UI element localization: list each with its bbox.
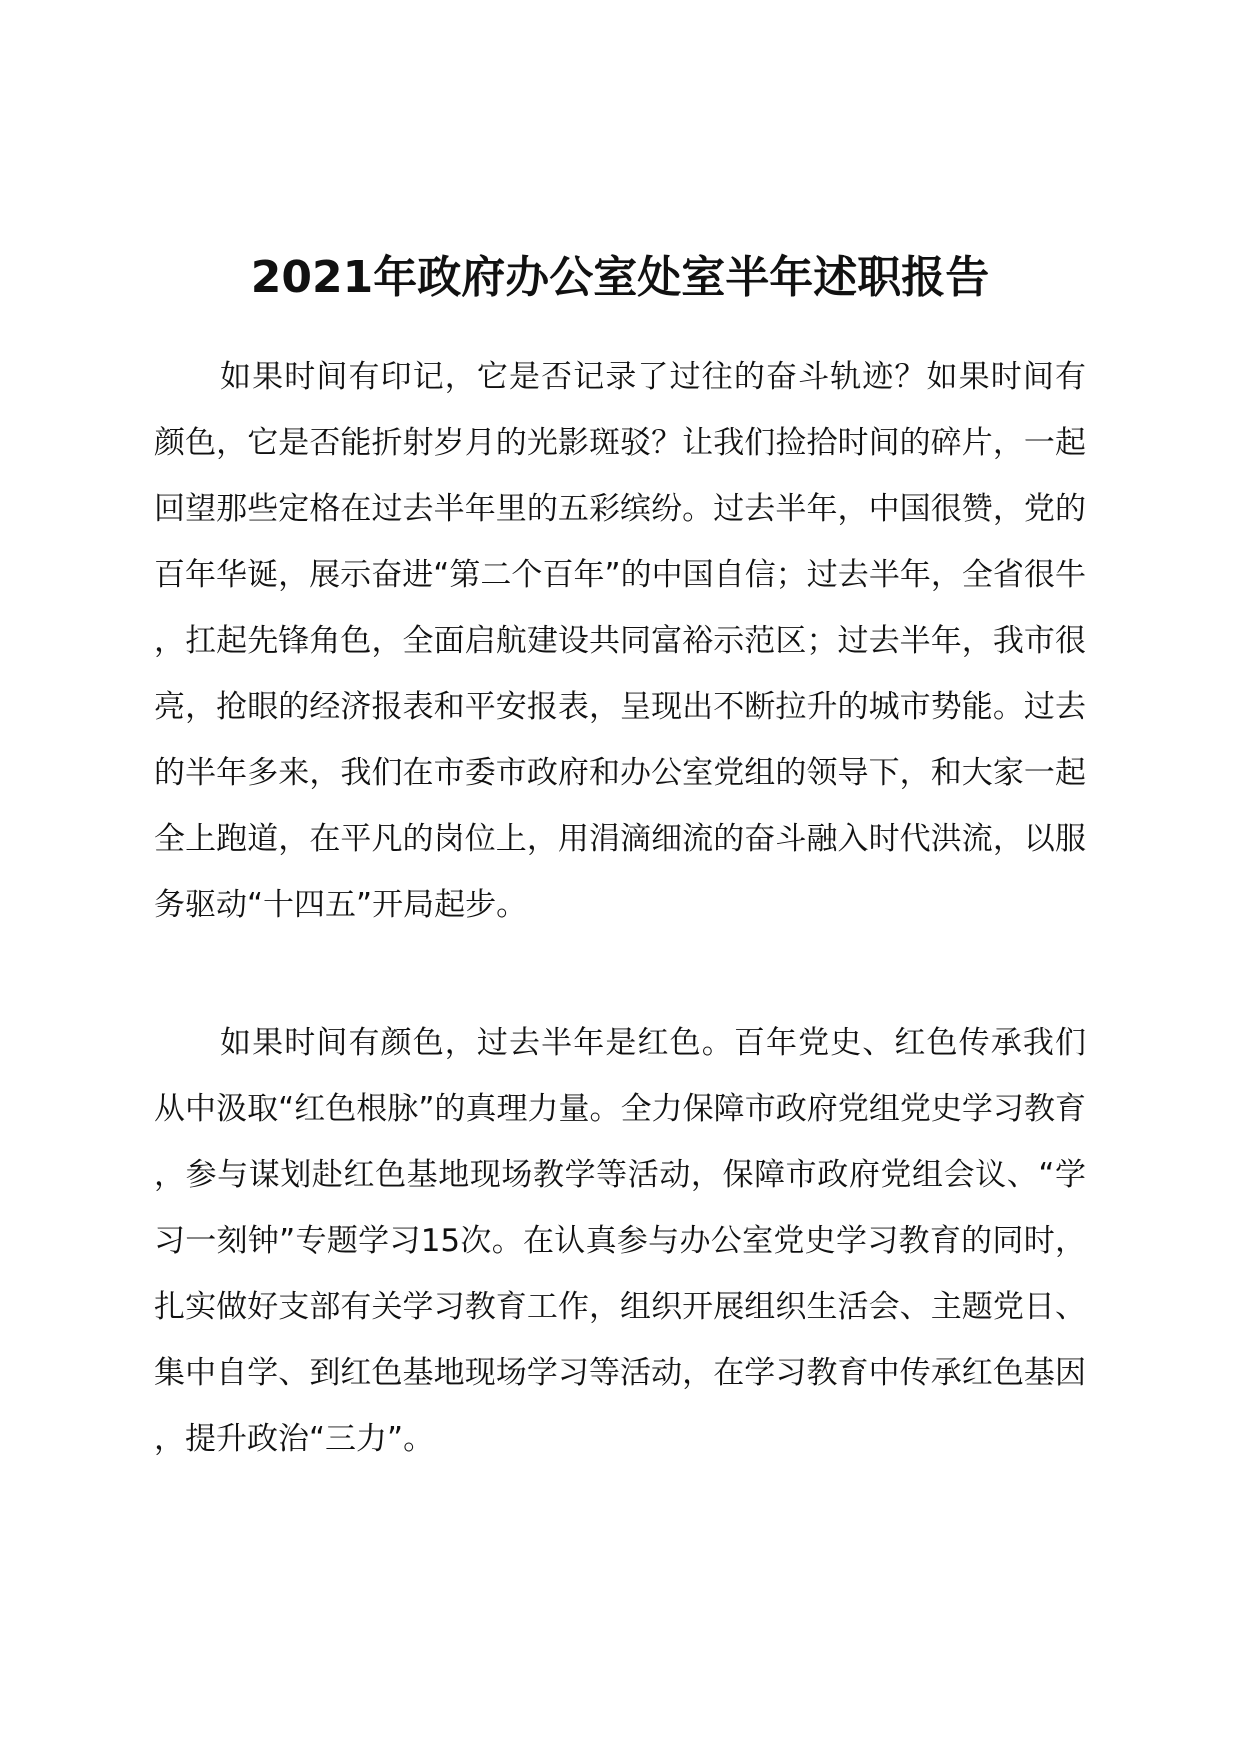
document-title: 2021年政府办公室处室半年述职报告 (250, 252, 990, 303)
paragraph-1: 如果时间有印记，它是否记录了过往的奋斗轨迹？如果时间有颜色，它是否能折射岁月的光影斑驳？让我们捡拾时间的碎片，一起回望那些定格在过去半年里的五彩缤纷。过去半年，中国很赞，党的百年华诞，展示奋进“第二个百年”的中国自信；过去半年，全省很牛，扛起先锋角色，全面启航建设共同富裕示范区；过去半年，我市很亮，抢眼的经济报表和平安报表，呈现出不断拉升的城市势能。过去的半年多来，我们在市委市政府和办公室党组的领导下，和大家一起全上跑道，在平凡的岗位上，用涓滴细流的奋斗融入时代洪流，以服务驱动“十四五”开局起步。 (154, 359, 1086, 923)
paragraph-2: 如果时间有颜色，过去半年是红色。百年党史、红色传承我们从中汲取“红色根脉”的真理力量。全力保障市政府党组党史学习教育，参与谋划赴红色基地现场教学等活动，保障市政府党组会议、“学习一刻钟”专题学习15次。在认真参与办公室党史学习教育的同时，扎实做好支部有关学习教育工作，组织开展组织生活会、主题党日、集中自学、到红色基地现场学习等活动，在学习教育中传承红色基因，提升政治“三力”。 (154, 1025, 1086, 1457)
